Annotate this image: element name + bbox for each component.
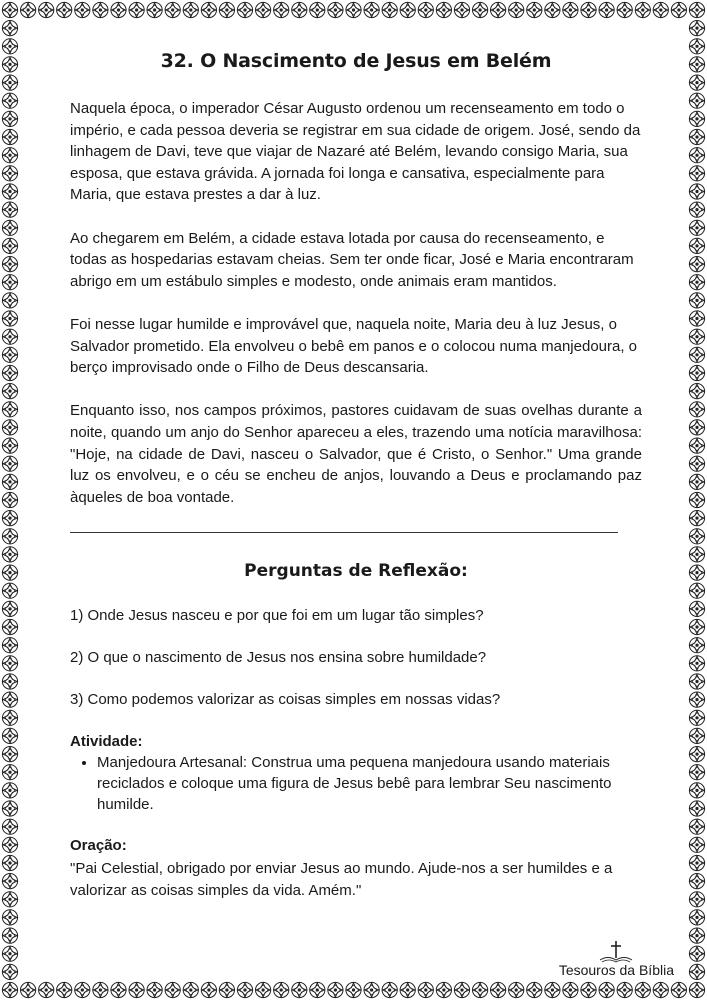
brand-name: Tesouros da Bíblia <box>558 962 674 978</box>
document-page <box>70 50 642 901</box>
prayer-label: Oração: <box>70 837 127 855</box>
activity-label: Atividade: <box>70 733 143 751</box>
story-paragraph-2: Ao chegarem em Belém, a cidade estava lotada por causa do recenseamento, e todas as hospedarias estavam cheias. Sem ter onde ficar, José e Maria encontraram abrigo em um estábulo simples e modesto, onde animais eram mantidos. <box>70 229 634 290</box>
cross-book-icon <box>596 940 636 964</box>
brand-logo <box>559 940 674 978</box>
reflection-question-2: 2) O que o nascimento de Jesus nos ensina sobre humildade? <box>70 649 487 667</box>
activity-item: • Manjedoura Artesanal: Construa uma pequena manjedoura usando materiais reciclados e coloque uma figura de Jesus bebê para lembrar Seu nascimento humilde. <box>97 752 642 815</box>
reflection-heading: Perguntas de Reflexão: <box>244 561 468 582</box>
reflection-question-3: 3) Como podemos valorizar as coisas simples em nossas vidas? <box>70 691 501 709</box>
story-paragraph-3: Foi nesse lugar humilde e improvável que, naquela noite, Maria deu à luz Jesus, o Salvador prometido. Ela envolveu o bebê em panos e o colocou numa manjedoura, o berço improvisado onde o Filho de Deus descansaria. <box>70 315 638 377</box>
page-title: 32. O Nascimento de Jesus em Belém <box>160 50 552 72</box>
reflection-question-1: 1) Onde Jesus nasceu e por que foi em um lugar tão simples? <box>70 607 484 625</box>
story-paragraph-1: Naquela época, o imperador César Augusto ordenou um recenseamento em todo o império, e cada pessoa deveria se registrar em sua cidade de origem. José, sendo da linhagem de Davi, teve que viajar de Nazaré até Belém, levando consigo Maria, sua esposa, que estava grávida. A jornada foi longa e cansativa, especialmente para Maria, que estava prestes a dar à luz. <box>70 100 641 204</box>
story-paragraph-4: Enquanto isso, nos campos próximos, pastores cuidavam de suas ovelhas durante a noite, quando um anjo do Senhor apareceu a eles, trazendo uma notícia maravilhosa: "Hoje, na cidade de Davi, nasceu o Salvador, que é Cristo, o Senhor." Uma grande luz os envolveu, e o céu se encheu de anjos, louvando a Deus e proclamando paz àqueles de boa vontade. <box>70 402 642 506</box>
prayer-text: "Pai Celestial, obrigado por enviar Jesus ao mundo. Ajude-nos a ser humildes e a valorizar as coisas simples da vida. Amém." <box>70 860 613 899</box>
activity-list <box>70 752 642 815</box>
section-divider <box>70 532 618 533</box>
